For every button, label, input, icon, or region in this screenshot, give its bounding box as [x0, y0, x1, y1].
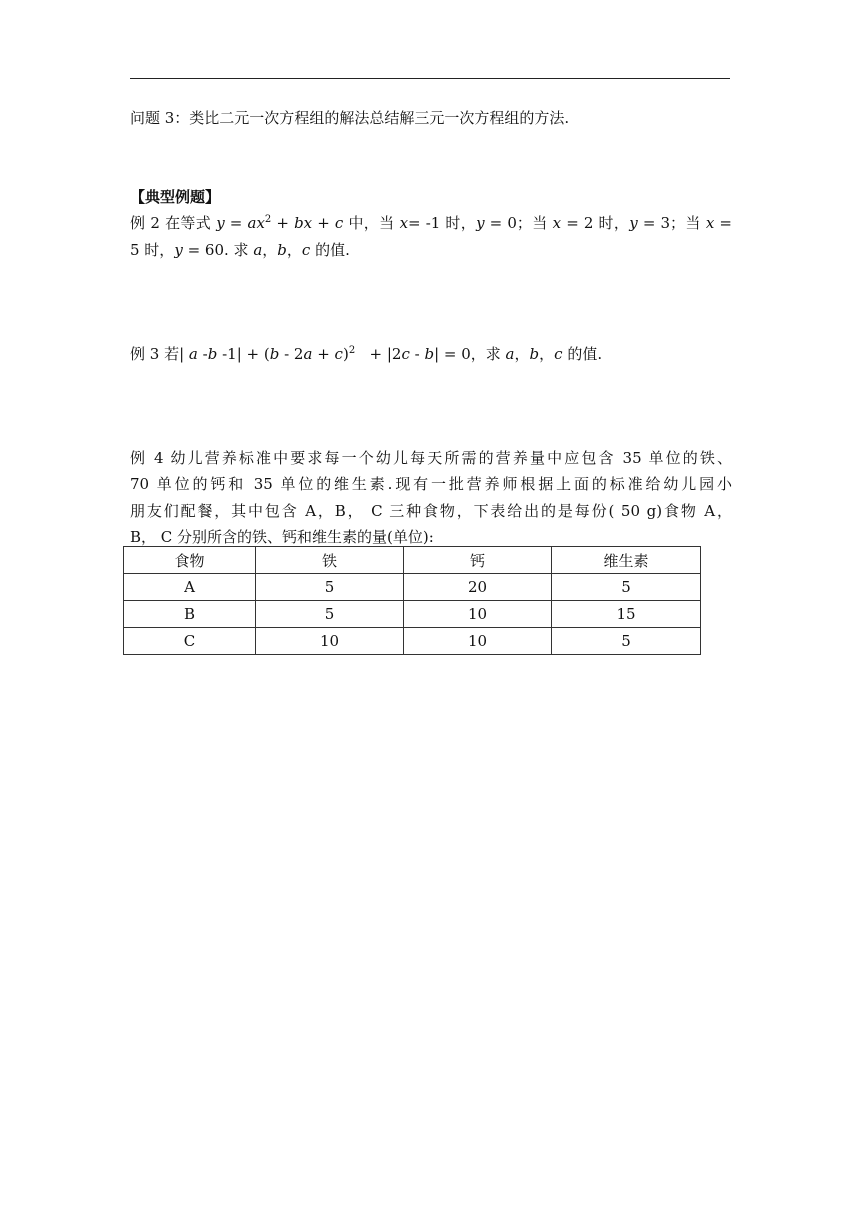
example-4-line-2: 70 单位的钙和 35 单位的维生素.现有一批营养师根据上面的标准给幼儿园小	[130, 475, 732, 493]
table-cell: 20	[404, 574, 552, 601]
table-cell: 5	[256, 574, 404, 601]
example-4-line-3: 朋友们配餐，其中包含 A，B， C 三种食物，下表给出的是每份( 50 g)食物 A，	[130, 502, 732, 520]
header-cell: 维生素	[552, 547, 701, 574]
table-cell: 5	[552, 628, 701, 655]
nutrition-table	[123, 546, 701, 655]
table-row	[124, 628, 701, 655]
table-cell: 10	[404, 628, 552, 655]
example-2-line-2: 5 时，y = 60. 求 a，b，c 的值.	[130, 241, 350, 259]
table-cell: 10	[404, 601, 552, 628]
example-2-line-1: 例 2 在等式 $y = ax^2$ + bx + c 中，当 x= -1 时，y = 0；当 x = 2 时，y = 3；当 x =	[130, 214, 732, 232]
header-cell: 食物	[124, 547, 256, 574]
example-4-line-1: 例 4 幼儿营养标准中要求每一个幼儿每天所需的营养量中应包含 35 单位的铁、	[130, 449, 732, 467]
table-cell: 5	[552, 574, 701, 601]
section-heading: 【典型例题】	[130, 188, 221, 206]
table-row	[124, 601, 701, 628]
table-row	[124, 574, 701, 601]
header-rule	[130, 78, 730, 79]
example-4-line-4: B， C 分别所含的铁、钙和维生素的量(单位):	[130, 528, 434, 546]
header-cell: 钙	[404, 547, 552, 574]
table-cell: B	[124, 601, 256, 628]
example-3: 例 3 若| a -b $-1| + (b - 2a + c)^2 + |2c - b| = 0$，求 a，b，c 的值.	[130, 345, 603, 363]
question-3: 问题 3：类比二元一次方程组的解法总结解三元一次方程组的方法.	[130, 109, 570, 127]
header-cell: 铁	[256, 547, 404, 574]
table-header-row	[124, 547, 701, 574]
table-cell: 5	[256, 601, 404, 628]
table-cell: 15	[552, 601, 701, 628]
table-cell: C	[124, 628, 256, 655]
table-cell: 10	[256, 628, 404, 655]
table-cell: A	[124, 574, 256, 601]
